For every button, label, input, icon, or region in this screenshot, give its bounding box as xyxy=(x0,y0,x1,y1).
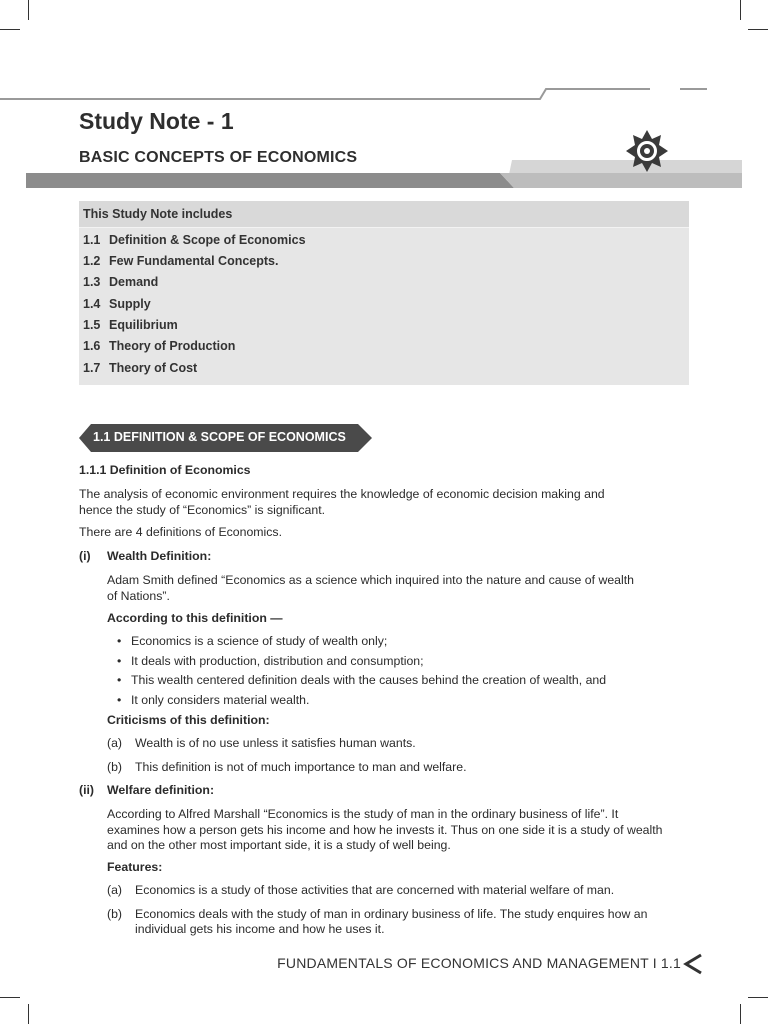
contents-item: 1.4 Supply xyxy=(83,297,151,311)
paragraph-line: examines how a person gets his income and how he invests it. Thus on one side it is a study of wealth xyxy=(107,823,663,837)
list-marker: (b) xyxy=(107,907,123,921)
according-heading: According to this definition — xyxy=(107,611,283,625)
crop-mark xyxy=(740,0,741,20)
paragraph-line: According to Alfred Marshall “Economics is the study of man in the ordinary business of life”. It xyxy=(107,807,619,821)
bullet-item: • It deals with production, distribution and consumption; xyxy=(131,653,424,669)
bullet-item: • It only considers material wealth. xyxy=(131,692,309,708)
feature-item-continued: individual gets his income and how he uses it. xyxy=(135,922,385,936)
bullet-item: • Economics is a science of study of wealth only; xyxy=(131,633,387,649)
paragraph-line: Adam Smith defined “Economics as a science which inquired into the nature and cause of wealth xyxy=(107,573,635,587)
contents-item: 1.6 Theory of Production xyxy=(83,339,236,353)
features-heading: Features: xyxy=(107,860,163,874)
crop-mark xyxy=(0,29,20,30)
contents-heading: This Study Note includes xyxy=(79,201,689,228)
contents-item: 1.2 Few Fundamental Concepts. xyxy=(83,254,279,268)
criticism-item: Wealth is of no use unless it satisfies human wants. xyxy=(135,736,416,750)
list-marker: (i) xyxy=(79,549,91,563)
crop-mark xyxy=(748,29,768,30)
contents-item: 1.5 Equilibrium xyxy=(83,318,178,332)
paragraph-line: and on the other most important side, it is a study of well being. xyxy=(107,838,451,852)
feature-item: Economics deals with the study of man in ordinary business of life. The study enquires how an xyxy=(135,907,648,921)
definition-heading: Wealth Definition: xyxy=(107,549,212,563)
sub-heading: 1.1.1 Definition of Economics xyxy=(79,463,251,477)
paragraph-line: The analysis of economic environment requires the knowledge of economic decision making and xyxy=(79,487,605,501)
paragraph-line: hence the study of “Economics” is significant. xyxy=(79,503,326,517)
contents-item: 1.1 Definition & Scope of Economics xyxy=(83,233,306,247)
crop-mark xyxy=(748,997,768,998)
page-title: Study Note - 1 xyxy=(79,108,234,134)
gear-star-emblem-icon xyxy=(624,128,670,174)
section-banner-label: 1.1 DEFINITION & SCOPE OF ECONOMICS xyxy=(93,430,346,444)
definition-heading: Welfare definition: xyxy=(107,783,215,797)
chevron-left-icon xyxy=(683,953,703,975)
crop-mark xyxy=(28,1004,29,1024)
bullet-item: • This wealth centered definition deals with the causes behind the creation of wealth, and xyxy=(131,672,606,688)
crop-mark xyxy=(28,0,29,20)
list-marker: (a) xyxy=(107,883,123,897)
criticisms-heading: Criticisms of this definition: xyxy=(107,713,270,727)
crop-mark xyxy=(740,1004,741,1024)
crop-mark xyxy=(0,997,20,998)
list-marker: (a) xyxy=(107,736,123,750)
contents-item: 1.7 Theory of Cost xyxy=(83,361,198,375)
contents-item: 1.3 Demand xyxy=(83,275,159,289)
criticism-item: This definition is not of much importance to man and welfare. xyxy=(135,760,467,774)
page-footer: FUNDAMENTALS OF ECONOMICS AND MANAGEMENT I 1.1 xyxy=(277,955,681,971)
chapter-subtitle: BASIC CONCEPTS OF ECONOMICS xyxy=(79,149,358,166)
contents-box xyxy=(79,201,689,385)
feature-item: Economics is a study of those activities that are concerned with material welfare of man. xyxy=(135,883,615,897)
list-marker: (b) xyxy=(107,760,123,774)
paragraph-line: of Nations”. xyxy=(107,589,170,603)
paragraph-line: There are 4 definitions of Economics. xyxy=(79,525,283,539)
section-banner xyxy=(79,424,372,452)
list-marker: (ii) xyxy=(79,783,95,797)
